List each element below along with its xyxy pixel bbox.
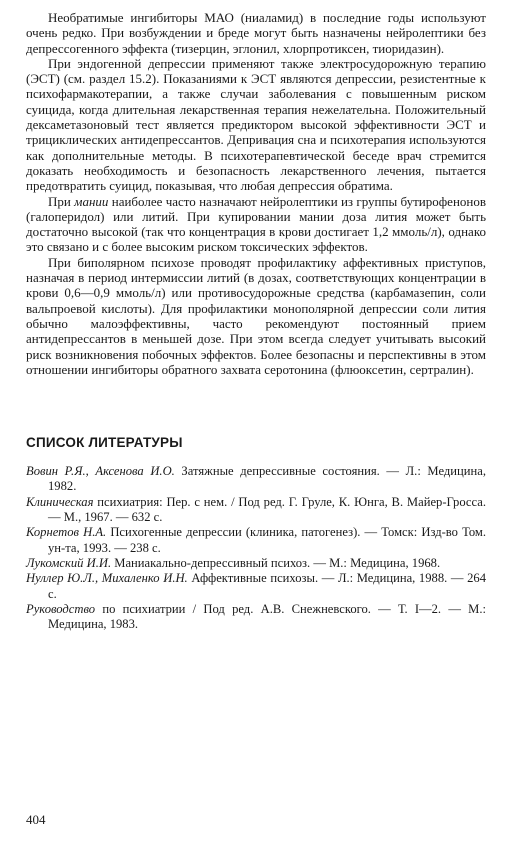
paragraph-lead: При — [48, 193, 75, 209]
reference-item — [26, 464, 486, 495]
reference-author: Лукомский И.И. — [26, 555, 112, 570]
reference-text: Аффективные психозы. — Л.: Медицина, 1988. — 264 с. — [48, 571, 486, 601]
reference-author: Корнетов Н.А. — [26, 525, 107, 540]
reference-text: Затяжные депрессивные состояния. — Л.: Медицина, 1982. — [48, 464, 486, 494]
page-number: 404 — [26, 812, 46, 827]
reference-text: по психиатрии / Под ред. А.В. Снежневского. — Т. I—2. — М.: Медицина, 1983. — [48, 601, 486, 632]
emphasis-mania: мании — [74, 193, 109, 209]
paragraph-mania-treatment — [26, 194, 486, 255]
paragraph-mao-inhibitors: Необратимые ингибиторы МАО (ниаламид) в последние годы используют очень редко. При возбуждении и бреде могут быть назначены нейролептики без депрессогенного эффекта (тизерцин, эглонил, хлорпротиксен, тиоридазин). — [26, 10, 486, 56]
references-heading: СПИСОК ЛИТЕРАТУРЫ — [26, 435, 183, 451]
reference-text: психиатрия: Пер. с нем. / Под ред. Г. Груле, К. Юнга, В. Майер-Гросса. — М., 1967. — 632 с. — [48, 494, 486, 525]
section-spacer — [26, 377, 486, 435]
reference-author: Клиническая — [26, 494, 94, 509]
reference-item — [26, 602, 486, 633]
reference-item — [26, 525, 486, 556]
paragraph-electroconvulsive-therapy: При эндогенной депрессии применяют также электросудорожную терапию (ЭСТ) (см. раздел 15.2). Показаниями к ЭСТ являются депрессии, резистентные к психофармакотерапии, а также случаи заболевания с повышенным риском суицида, когда длительная лекарственная терапия нежелательна. Положительный дексаметазоновый тест является предиктором высокой эффективности ЭСТ и трициклических антидепрессантов. Депривация сна и психотерапия используются как дополнительные методы. В психотерапевтической беседе врач стремится доказать необходимость и безопасность лекарственного лечения, пытается предотвратить суицид, показывая, что любая депрессия обратима. — [26, 55, 486, 194]
reference-text: Маниакально-депрессивный психоз. — М.: Медицина, 1968. — [111, 555, 441, 570]
page-content — [26, 10, 486, 632]
reference-text: Психогенные депрессии (клиника, патогенез). — Томск: Изд-во Том. ун-та, 1993. — 238 с. — [48, 525, 486, 555]
paragraph-bipolar-prophylaxis: При биполярном психозе проводят профилактику аффективных приступов, назначая в период интермиссии литий (в дозах, соответствующих концентрации в крови 0,6—0,9 ммоль/л) или противосудорожные средства (карбамазепин, соли вальпроевой кислоты). Для профилактики монополярной депрессии соли лития обычно малоэффективны, часто рекомендуют постоянный прием антидепрессантов в меньшей дозе. При этом всегда следует учитывать высокий риск возникновения побочных эффектов. Более безопасны и перспективны в этом отношении ингибиторы обратного захвата серотонина (флюоксетин, сертралин). — [26, 254, 486, 377]
reference-author: Нуллер Ю.Л., Михаленко И.Н. — [26, 571, 188, 586]
reference-author: Вовин Р.Я., Аксенова И.О. — [26, 464, 175, 479]
reference-author: Руководство — [26, 601, 96, 616]
reference-item — [26, 556, 486, 571]
paragraph-body: наиболее часто назначают нейролептики из группы бутирофенонов (галоперидол) или литий. При купировании мании доза лития может быть достаточно высокой (так что концентрация в крови достигает 1,2 ммоль/л), однако это связано и с более высоким риском токсических эффектов. — [26, 193, 486, 255]
reference-item — [26, 495, 486, 526]
reference-item — [26, 571, 486, 602]
references-list — [26, 464, 486, 632]
